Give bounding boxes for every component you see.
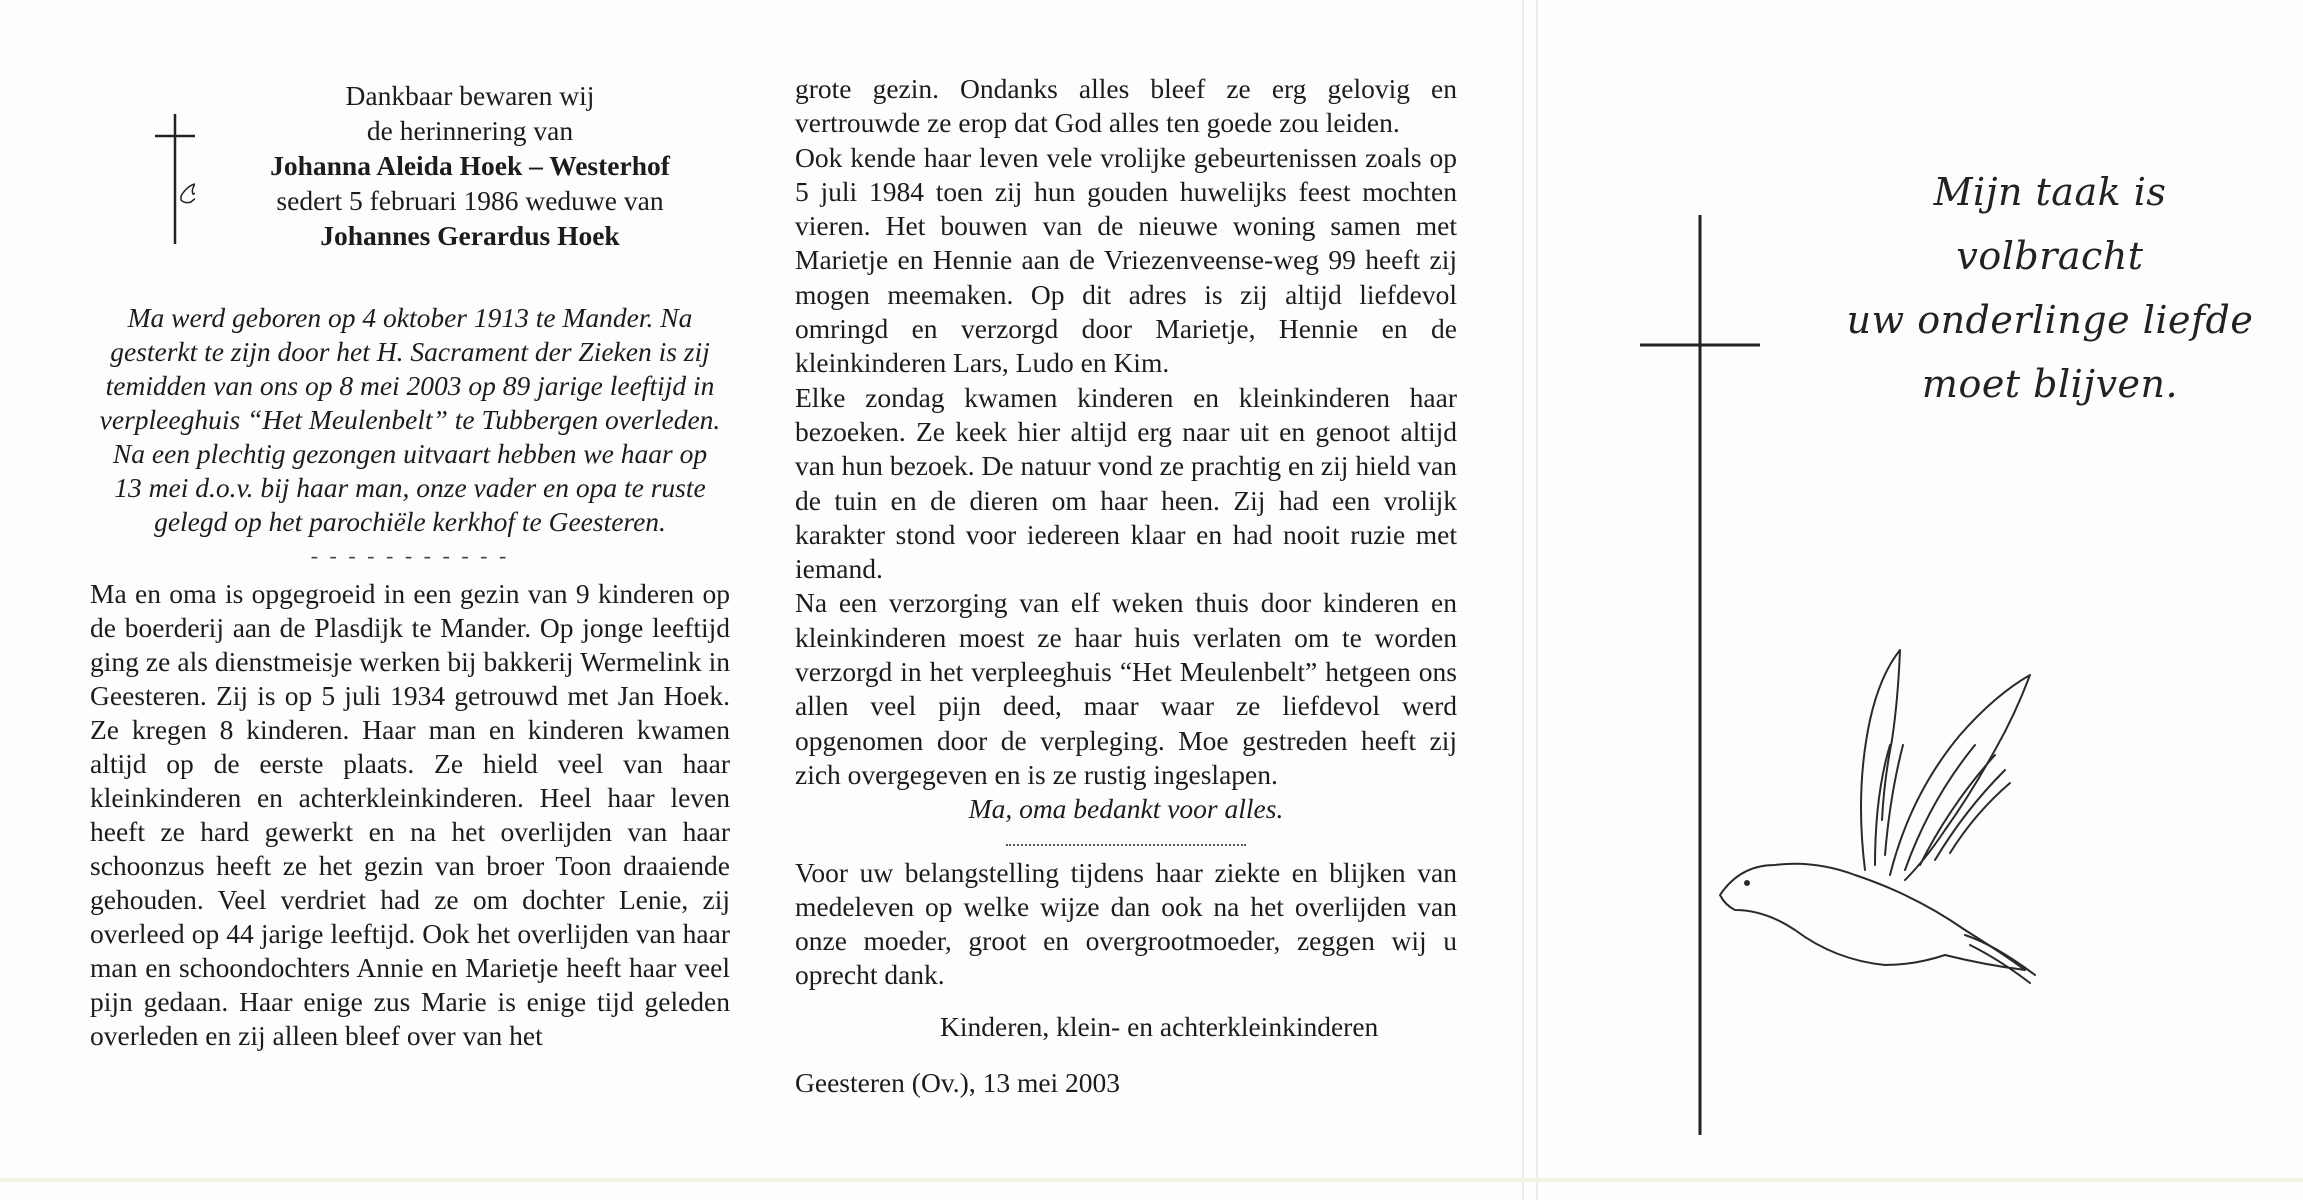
dotted-divider — [1006, 844, 1246, 846]
biography-paragraph: Ma en oma is opgegroeid in een gezin van 9 kinderen op de boerderij aan de Plasdijk te Mander. Op jonge leeftijd ging ze als dienstmeisje werken bij bakkerij Wermelink in Geesteren. Zij is op 5 juli 1934 getrouwd met Jan Hoek. Ze kregen 8 kinderen. Haar man en kinderen kwamen altijd op de eerste plaats. Ze hield veel van haar kleinkinderen en achterkleinkinderen. Heel haar leven heeft ze hard gewerkt en na het overlijden van haar schoonzus heeft ze het gezin van broer Toon draaiende gehouden. Veel verdriet had ze om dochter Lenie, zij overleed op 44 jarige leeftijd. Ook het overlijden van haar man en schoondochters Annie en Marietje heeft haar veel pijn gedaan. Haar enige zus Marie is enige tijd geleden overleden en zij alleen bleef over van het — [90, 578, 730, 1051]
deceased-name: Johanna Aleida Hoek – Westerhof — [270, 150, 670, 181]
middle-column — [795, 72, 1457, 1100]
continuation-paragraph-4: Na een verzorging van elf weken thuis door kinderen en kleinkinderen moest ze haar huis verlaten om te worden verzorgd in het verpleeghuis “Het Meulenbelt” hetgeen ons allen veel pijn deed, maar waar ze liefdevol werd opgenomen door de verpleging. Moe gestreden heeft zij zich overgegeven en is ze rustig ingeslapen. — [795, 587, 1457, 790]
header-line-2: de herinnering van — [366, 115, 574, 146]
farewell-line: Ma, oma bedankt voor alles. — [968, 793, 1284, 825]
card-bottom-edge — [0, 1178, 2303, 1182]
acknowledgement-paragraph: Voor uw belangstelling tijdens haar ziekte en blijken van medeleven op welke wijze dan ook na het overlijden van onze moeder, groot en overgrootmoeder, zeggen wij u oprecht dank. — [795, 857, 1457, 991]
continuation-paragraph-3: Elke zondag kwamen kinderen en kleinkinderen haar bezoeken. Ze keek hier altijd erg naar uit en genoot altijd van hun bezoek. De natuur vond ze prachtig en zij hield van de tuin en de dieren om haar heen. Zij had een vrolijk karakter stond voor iedereen klaar en had nooit ruzie met iemand. — [795, 381, 1457, 585]
continuation-paragraph-1: grote gezin. Ondanks alles bleef ze erg gelovig en vertrouwde ze erop dat God alles ten goede zou leiden. — [795, 73, 1457, 139]
motto-line-1: Mijn taak is volbracht — [1933, 170, 2167, 278]
continuation-text — [795, 72, 1457, 792]
header-line-1: Dankbaar bewaren wij — [345, 80, 595, 111]
left-column — [90, 78, 730, 1053]
place-date-line: Geesteren (Ov.), 13 mei 2003 — [795, 1067, 1121, 1099]
fold-line-left — [1522, 0, 1524, 1200]
motto-block — [1840, 160, 2260, 416]
signature-line: Kinderen, klein- en achterkleinkinderen — [940, 1011, 1379, 1043]
fold-line-right — [1536, 0, 1538, 1200]
small-cross-dove-icon — [155, 114, 195, 244]
header-line-4: sedert 5 februari 1986 weduwe van — [276, 185, 664, 216]
continuation-paragraph-2: Ook kende haar leven vele vrolijke gebeurtenissen zoals op 5 juli 1984 toen zij hun gouden huwelijks feest mochten vieren. Het bouwen van de nieuwe woning samen met Marietje en Hennie aan de Vriezenveense-weg 99 heeft zij mogen meemaken. Op dit adres is zij altijd liefdevol omringd en verzorgd door Marietje, Hennie en de kleinkinderen Lars, Ludo en Kim. — [795, 141, 1457, 379]
section-separator: - - - - - - - - - - - — [310, 543, 510, 568]
motto-line-3: moet blijven. — [1921, 362, 2179, 406]
motto-line-2: uw onderlinge liefde — [1846, 298, 2254, 342]
intro-paragraph: Ma werd geboren op 4 oktober 1913 te Mander. Na gesterkt te zijn door het H. Sacrament der Zieken is zij temidden van ons op 8 mei 2003 op 89 jarige leeftijd in verpleeghuis “Het Meulenbelt” te Tubbergen overleden. Na een plechtig gezongen uitvaart hebben we haar op 13 mei d.o.v. bij haar man, onze vader en opa te ruste gelegd op het parochiële kerkhof te Geesteren. — [99, 302, 721, 537]
spouse-name: Johannes Gerardus Hoek — [320, 220, 620, 251]
header-block — [90, 78, 730, 253]
dove-icon — [1715, 645, 2045, 985]
